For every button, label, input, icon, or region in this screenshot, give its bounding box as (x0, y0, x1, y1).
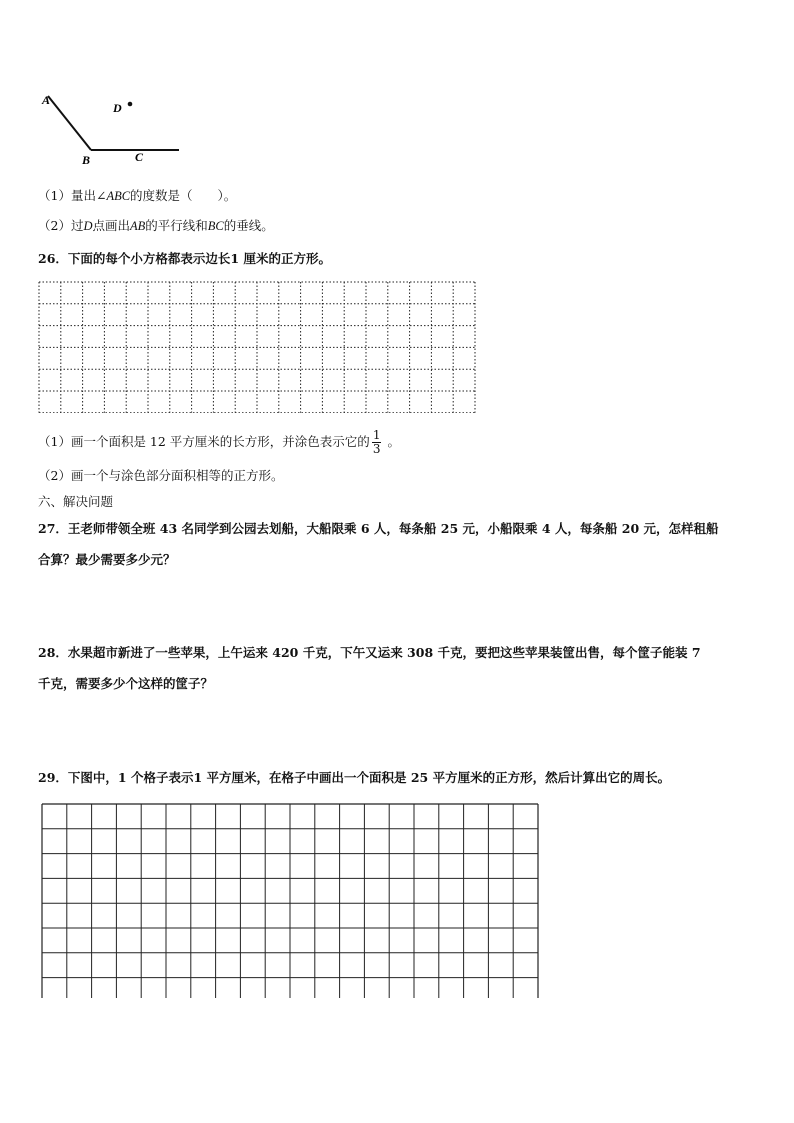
ray-ba (48, 96, 91, 150)
angle-symbol: ∠ (95, 188, 107, 203)
q27-line2: 合算？最少需要多少元？ (38, 552, 176, 567)
q28-line1: 28．水果超市新进了一些苹果，上午运来 420 千克，下午又运来 308 千克，要把这些苹果装筐出售，每个筐子能装 7 (38, 645, 701, 660)
label-c: C (135, 150, 144, 164)
fraction-numerator: 1 (372, 428, 381, 442)
q26-part1 (38, 424, 400, 460)
q25-part2-suffix: 的垂线。 (223, 218, 274, 233)
line-bc-name: BC (207, 219, 224, 233)
fraction-denominator: 3 (372, 442, 381, 456)
dotted-square-grid (38, 281, 478, 413)
fraction-one-third (372, 429, 382, 456)
q25-part2 (38, 218, 274, 234)
q25-part1-suffix: 的度数是（ ）。 (130, 188, 237, 203)
q26-part2: （2）画一个与涂色部分面积相等的正方形。 (38, 468, 284, 483)
q25-part1 (38, 188, 236, 204)
q27-line1: 27．王老师带领全班 43 名同学到公园去划船，大船限乘 6 人，每条船 25 元，小船限乘 4 人，每条船 20 元，怎样租船 (38, 521, 719, 536)
q28-line2: 千克，需要多少个这样的筐子？ (38, 676, 214, 691)
q29-stem: 29．下图中，1 个格子表示1 平方厘米，在格子中画出一个面积是 25 平方厘米的正方形，然后计算出它的周长。 (38, 770, 671, 785)
q25-part2-prefix: （2）过 (38, 218, 84, 233)
q26-stem: 26．下面的每个小方格都表示边长1 厘米的正方形。 (38, 251, 331, 266)
angle-name: ABC (106, 189, 131, 203)
line-ab-name: AB (130, 219, 146, 233)
point-d-name: D (83, 219, 93, 233)
q25-part2-mid1: 点画出 (92, 218, 130, 233)
q26-part1-text: （1）画一个面积是 12 平方厘米的长方形，并涂色表示它的 (38, 434, 370, 449)
label-a: A (42, 93, 51, 107)
square-grid (41, 803, 541, 998)
label-b: B (82, 153, 91, 167)
q25-part2-mid2: 的平行线和 (145, 218, 208, 233)
q26-part1-suffix: 。 (387, 434, 400, 449)
label-d: D (113, 101, 122, 115)
point-d-dot (128, 102, 133, 107)
angle-abc-figure (36, 88, 186, 168)
q25-part1-prefix: （1）量出 (38, 188, 96, 203)
section-heading: 六、解决问题 (38, 494, 114, 509)
